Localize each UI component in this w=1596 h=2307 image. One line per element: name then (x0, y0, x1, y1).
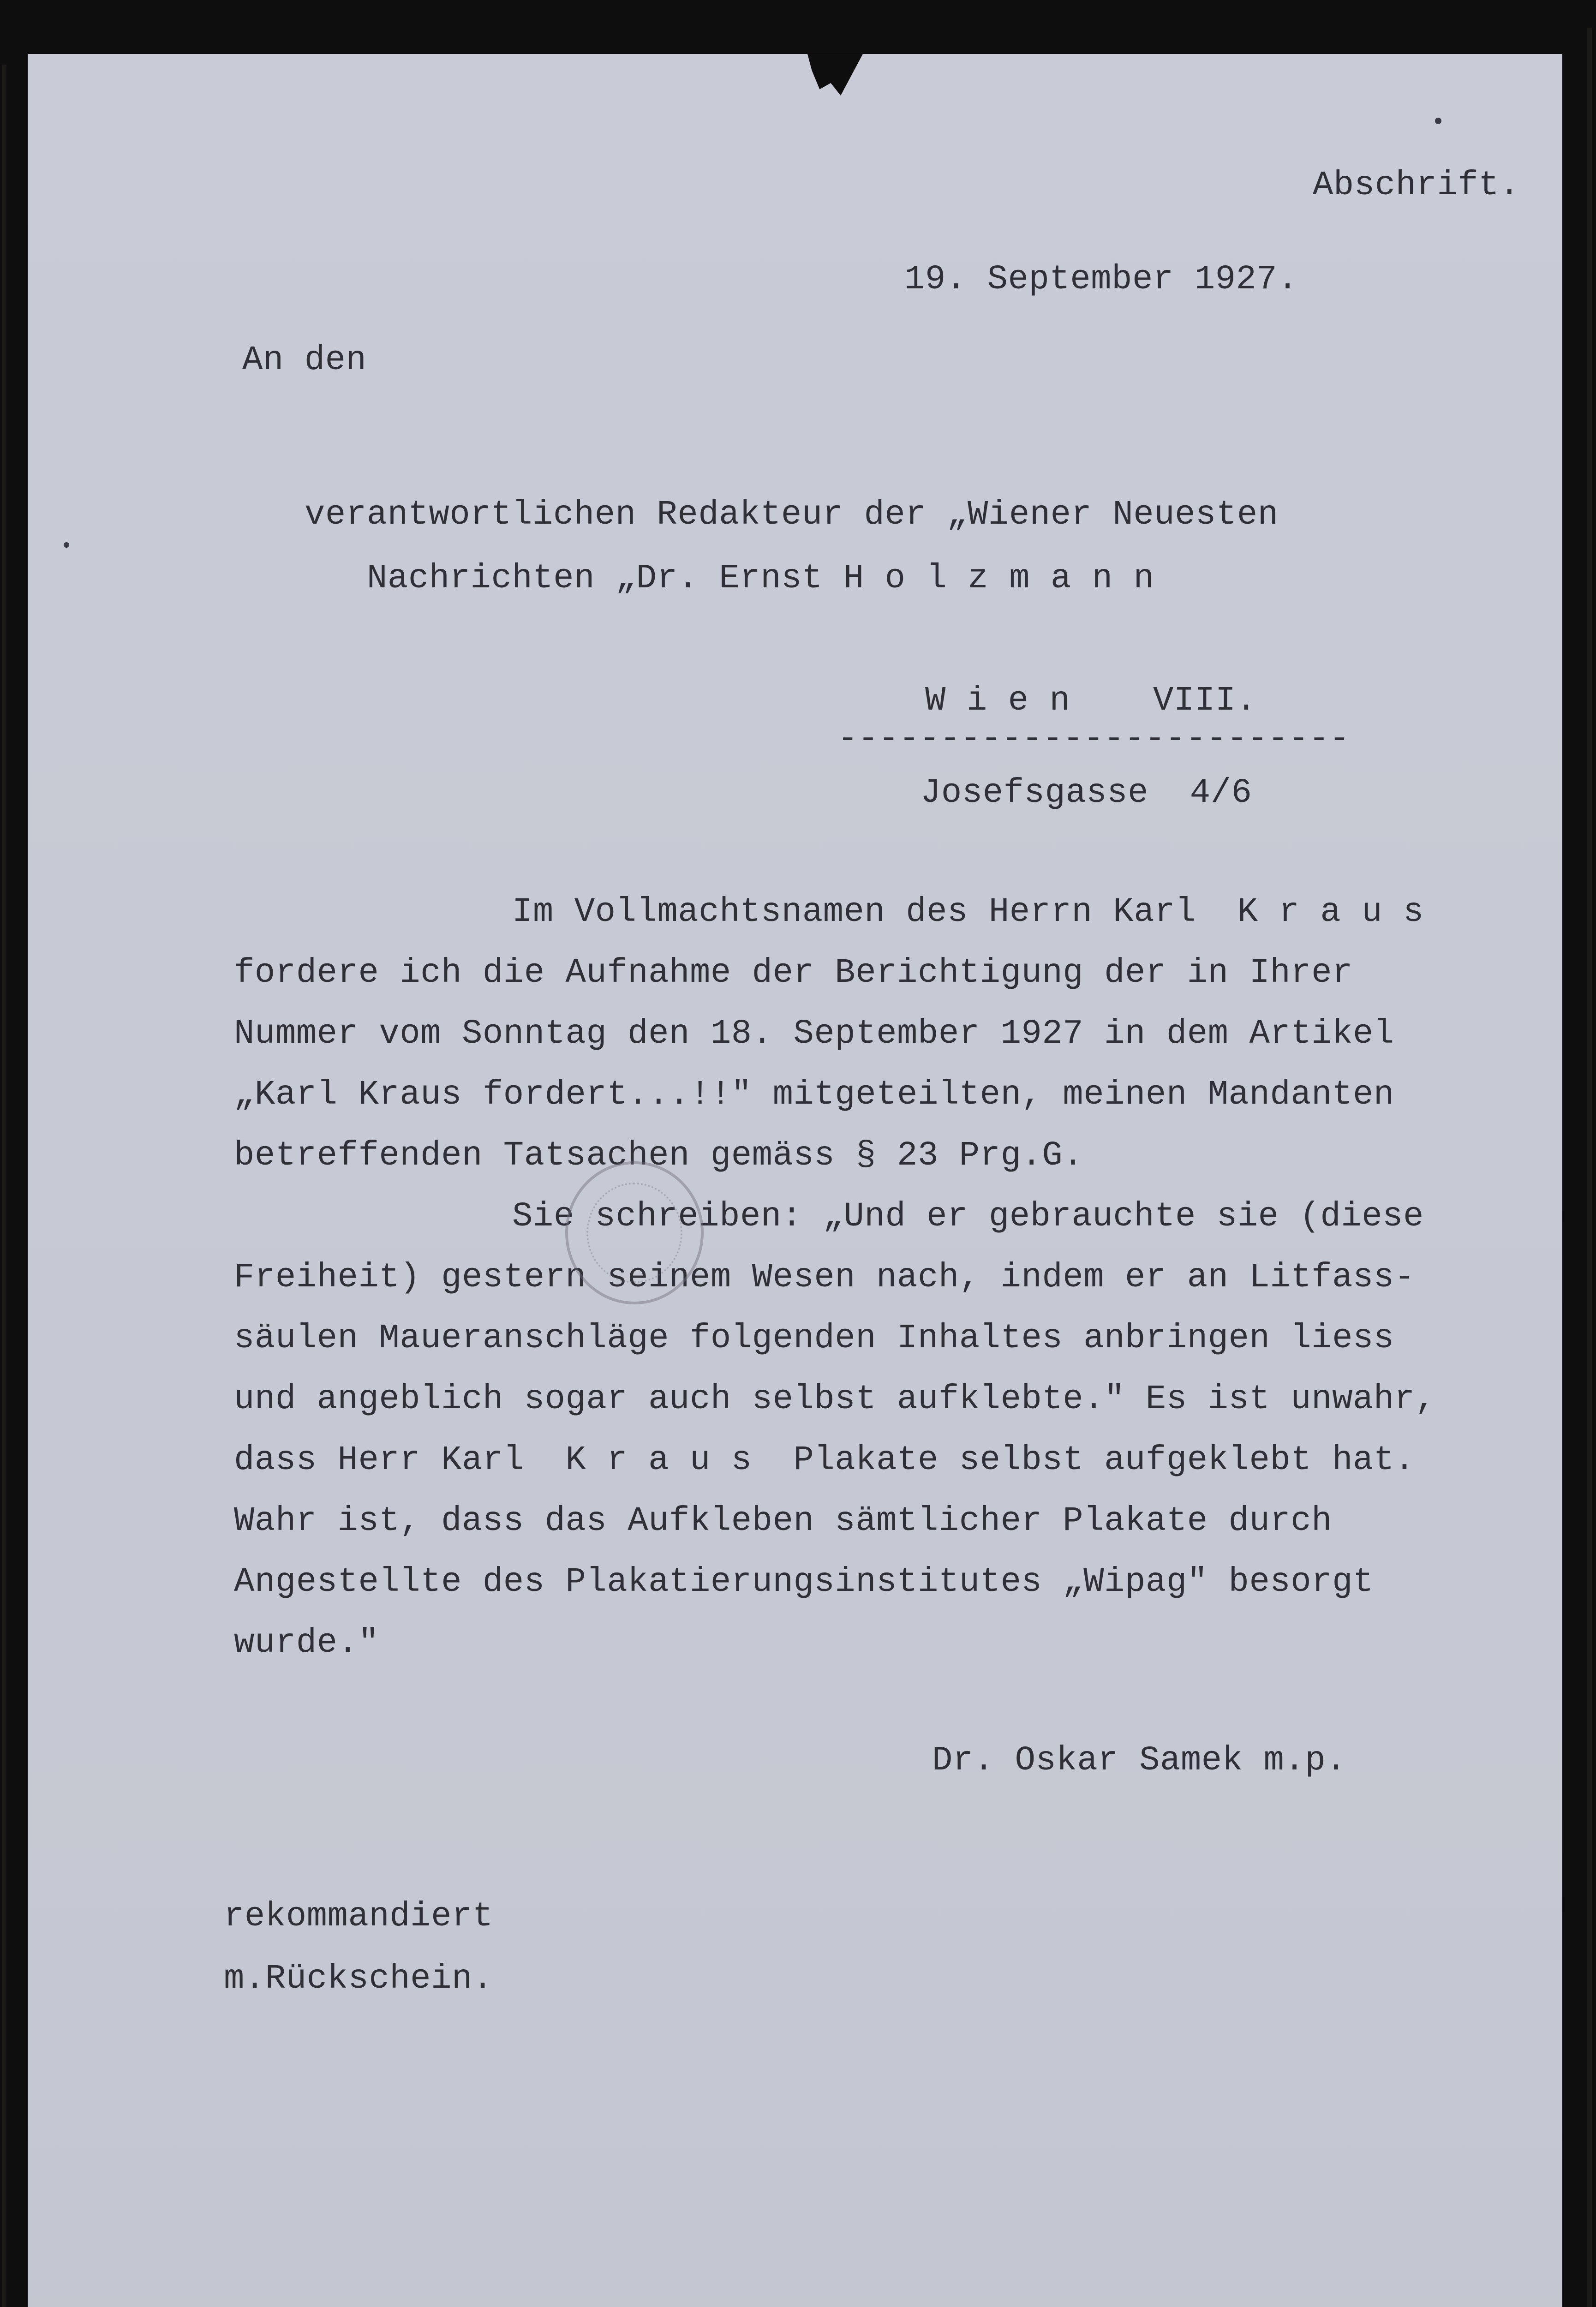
address-street: Josefsgasse 4/6 (921, 774, 1252, 813)
delivery-note-2: m.Rückschein. (224, 1960, 493, 1998)
body-line: betreffenden Tatsachen gemäss § 23 Prg.G. (234, 1136, 1084, 1175)
body-line: und angeblich sogar auch selbst aufklebte." Es ist unwahr, (234, 1380, 1436, 1419)
recipient-line-2: Nachrichten „Dr. Ernst H o l z m a n n (367, 559, 1154, 598)
left-frame-edge (2, 65, 6, 2307)
archive-stamp (565, 1161, 704, 1304)
letter-date: 19. September 1927. (904, 260, 1298, 299)
letter-page (28, 54, 1562, 2307)
paper-speck (64, 542, 69, 548)
body-line: Angestellte des Plakatierungsinstitutes „Wipag" besorgt (234, 1563, 1374, 1602)
address-city: W i e n VIII. (925, 681, 1257, 720)
body-line: dass Herr Karl K r a u s Plakate selbst aufgeklebt hat. (234, 1441, 1415, 1480)
body-line: Freiheit) gestern seinem Wesen nach, indem er an Litfass- (234, 1258, 1415, 1297)
salutation: An den (242, 341, 367, 380)
body-line: Nummer vom Sonntag den 18. September 1927 in dem Artikel (234, 1015, 1394, 1053)
body-line: wurde." (234, 1624, 379, 1662)
body-line: säulen Maueranschläge folgenden Inhaltes anbringen liess (234, 1319, 1394, 1358)
delivery-note-1: rekommandiert (224, 1897, 493, 1936)
address-rule: ------------------------- (837, 720, 1350, 759)
body-line: Wahr ist, dass das Aufkleben sämtlicher Plakate durch (234, 1502, 1333, 1541)
right-frame-edge (1587, 28, 1592, 2307)
recipient-line-1: verantwortlichen Redakteur der „Wiener Neuesten (305, 496, 1279, 534)
body-line: Sie schreiben: „Und er gebrauchte sie (diese (512, 1197, 1424, 1236)
body-line: Im Vollmachtsnamen des Herrn Karl K r a u s (512, 893, 1424, 932)
torn-edge (807, 54, 863, 96)
body-line: „Karl Kraus fordert...!!" mitgeteilten, meinen Mandanten (234, 1076, 1394, 1114)
paper-speck (1435, 118, 1441, 124)
body-line: fordere ich die Aufnahme der Berichtigung der in Ihrer (234, 954, 1353, 992)
copy-note: Abschrift. (1313, 166, 1520, 205)
signature: Dr. Oskar Samek m.p. (932, 1741, 1347, 1780)
